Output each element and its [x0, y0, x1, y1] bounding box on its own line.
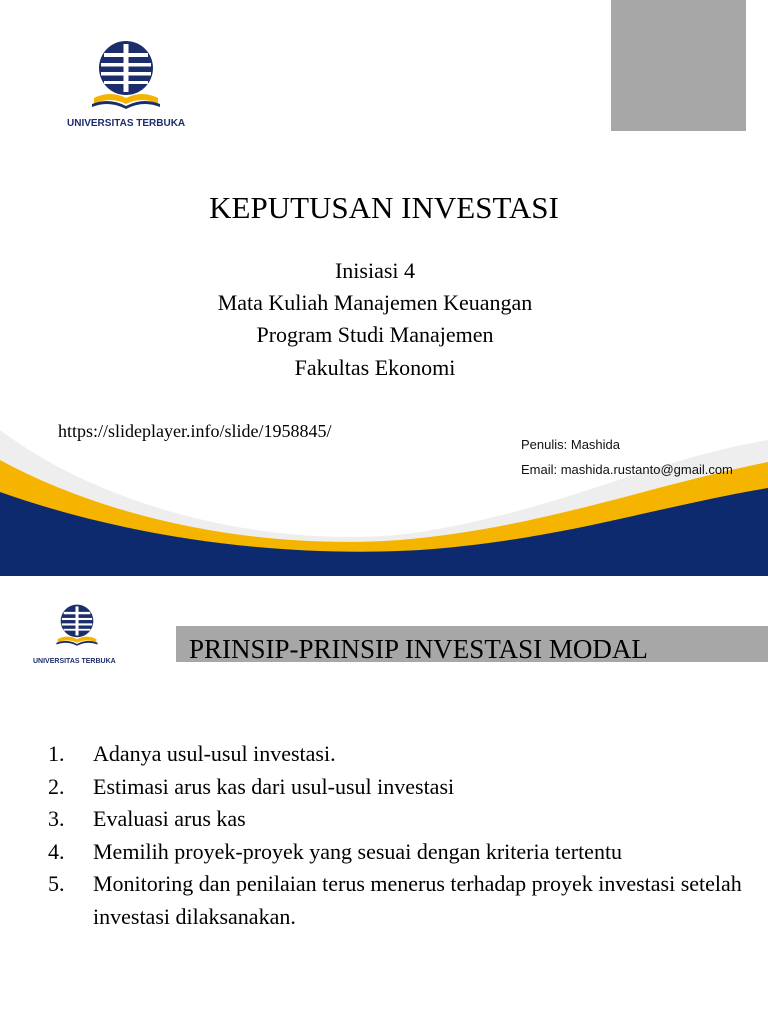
item-number: 4. — [48, 838, 65, 864]
slide-separator — [0, 576, 768, 586]
subtitle-line-4: Fakultas Ekonomi — [294, 355, 456, 380]
item-text: Evaluasi arus kas — [93, 806, 246, 831]
logo-emblem-icon — [54, 604, 100, 650]
logo-text: UNIVERSITAS TERBUKA — [33, 658, 116, 665]
logo-text: UNIVERSITAS TERBUKA — [67, 118, 186, 129]
slide-title: KEPUTUSAN INVESTASI — [209, 190, 559, 225]
logo-emblem-icon — [88, 40, 164, 116]
list-item — [48, 836, 748, 869]
list-item — [48, 868, 748, 933]
subtitle-line-3: Program Studi Manajemen — [256, 322, 494, 347]
item-text: Monitoring dan penilaian terus menerus terhadap proyek investasi setelah investasi dilaksanakan. — [93, 871, 742, 929]
author-label: Penulis: Mashida — [521, 437, 620, 452]
item-number: 5. — [48, 871, 65, 896]
item-text: Adanya usul-usul investasi. — [93, 741, 336, 766]
item-number: 3. — [48, 806, 65, 831]
list-item — [48, 803, 748, 836]
grey-corner-block — [611, 0, 746, 131]
subtitle-line-2: Mata Kuliah Manajemen Keuangan — [217, 290, 533, 315]
universitas-terbuka-logo — [54, 604, 100, 650]
source-link[interactable]: https://slideplayer.info/slide/1958845/ — [58, 421, 332, 441]
email-label[interactable]: Email: mashida.rustanto@gmail.com — [521, 462, 733, 477]
item-text: Memilih proyek-proyek yang sesuai dengan kriteria tertentu — [93, 838, 623, 864]
list-item — [48, 738, 748, 771]
slide-title: PRINSIP-PRINSIP INVESTASI MODAL — [189, 634, 648, 664]
universitas-terbuka-logo — [88, 40, 164, 116]
item-number: 1. — [48, 741, 65, 766]
principles-list — [48, 738, 748, 933]
subtitle-line-1: Inisiasi 4 — [334, 258, 416, 283]
content-slide — [0, 586, 768, 1024]
item-text: Estimasi arus kas dari usul-usul investasi — [93, 773, 455, 799]
list-item — [48, 771, 748, 804]
item-number: 2. — [48, 773, 65, 799]
